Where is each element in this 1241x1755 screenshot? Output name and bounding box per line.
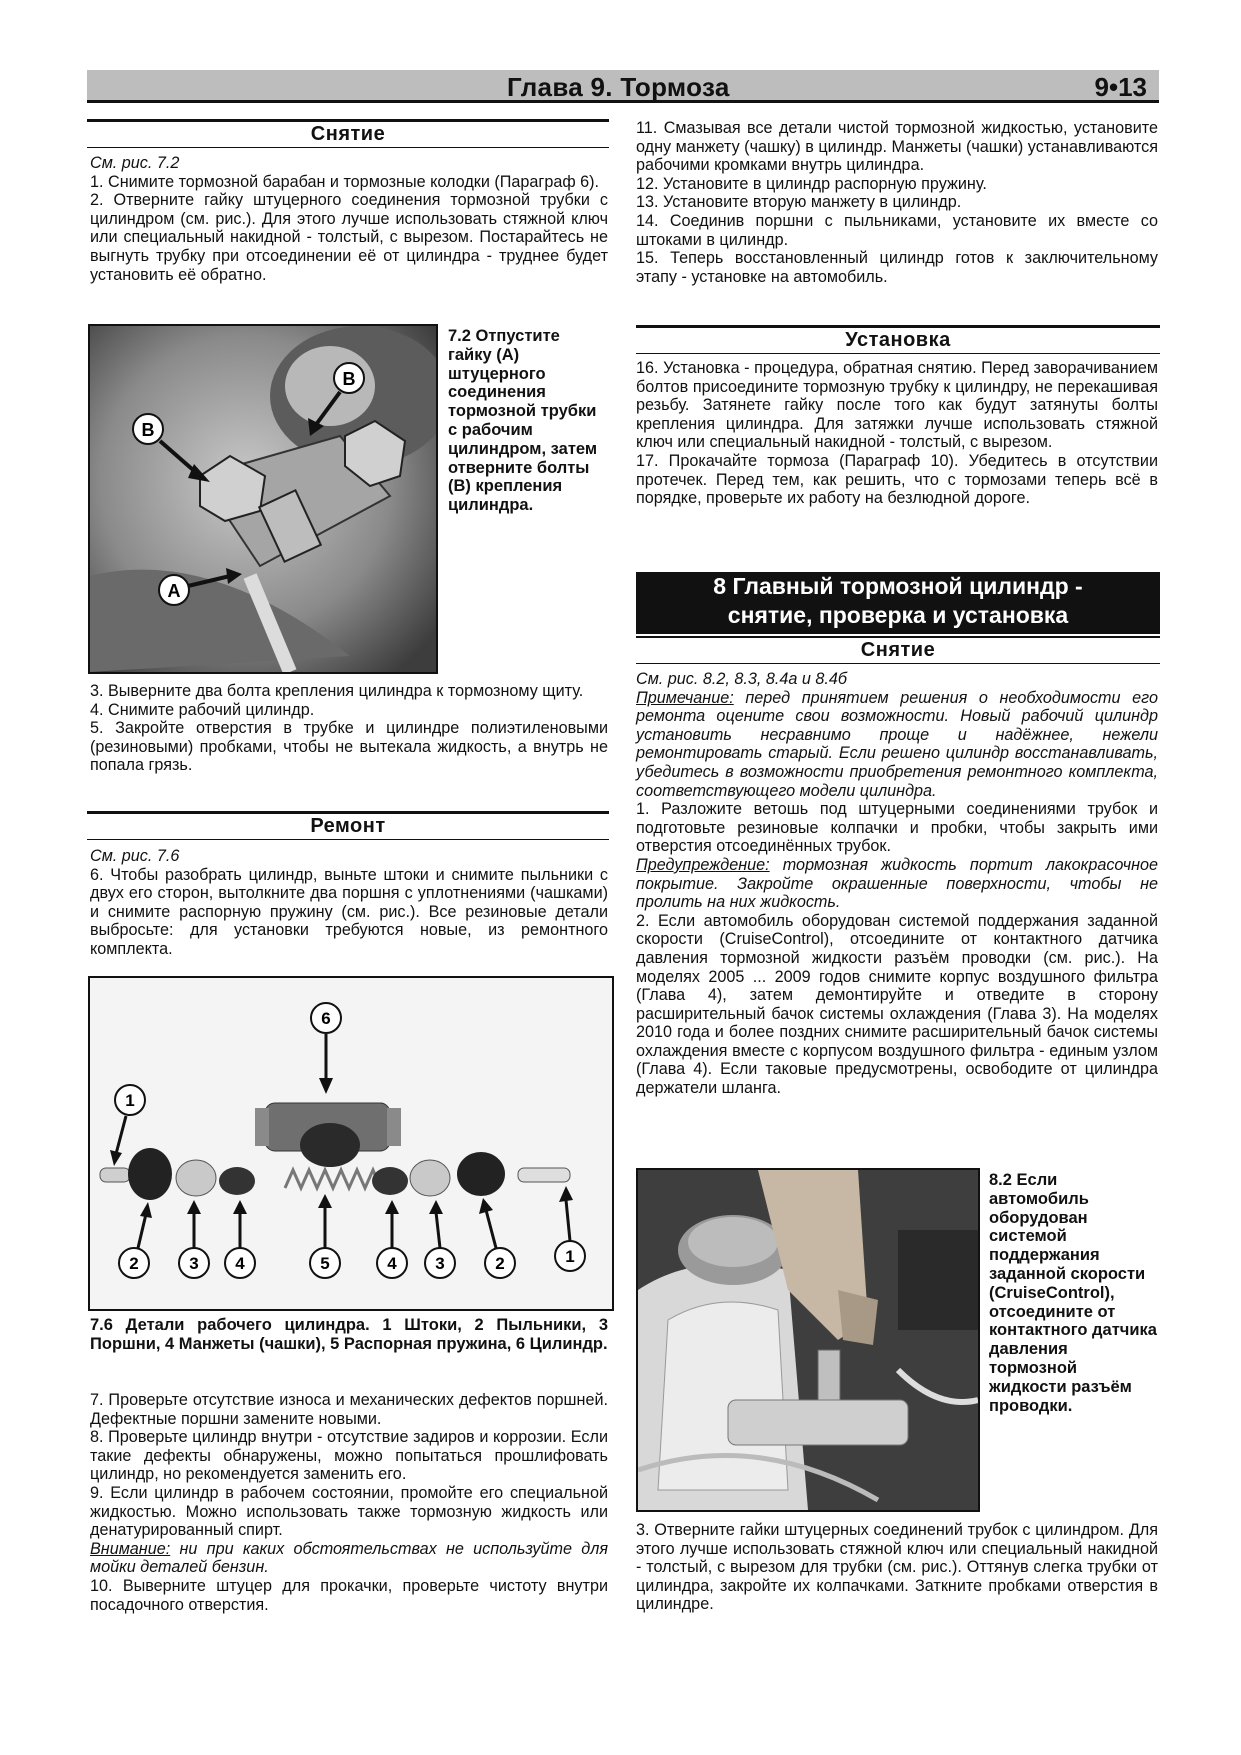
- master-cylinder-text: [636, 670, 1158, 1098]
- step-15: 15. Теперь восстановленный цилиндр готов к заключительному этапу - установке на автомобиль.: [636, 249, 1158, 286]
- step-10: 10. Выверните штуцер для прокачки, проверьте чистоту внутри посадочного отверстия.: [90, 1576, 608, 1614]
- figure-reference: См. рис. 8.2, 8.3, 8.4а и 8.4б: [636, 670, 847, 688]
- step-1: 1. Снимите тормозной барабан и тормозные колодки (Параграф 6).: [90, 172, 600, 191]
- page-header: [87, 70, 1159, 103]
- step-16: 16. Установка - процедура, обратная снятию. Перед заворачиванием болтов присоедините тормозную трубку к цилиндру, не перекашивая резьбу. Затянете гайку после того как будут затянуты болты крепления цилиндра. Для затяжки лучше использовать стяжной ключ или специальный накидной - толстый, с вырезом.: [636, 359, 1158, 452]
- step-2: 2. Отверните гайку штуцерного соединения тормозной трубки с цилиндром (см. рис.). Для этого лучше использовать стяжной ключ или специальный накидной - толстый, с вырезом. Постарайтесь не выгнуть трубку при отсоединении её от цилиндра - труднее будет установить её обратно.: [90, 191, 608, 284]
- step-1-mc: 1. Разложите ветошь под штуцерными соединениями трубок и подготовьте резиновые колпачки и пробки, чтобы закрыть ими отверстия отсоединённых трубок.: [636, 800, 1158, 856]
- step-6: 6. Чтобы разобрать цилиндр, выньте штоки и снимите пыльники с двух его сторон, вытолкните два поршня с уплотнениями (чашками) и снимите распорную пружину (см. рис.). Все резиновые детали выбросьте: для установки требуются новые, из ремонтного комплекта.: [90, 865, 608, 958]
- svg-text:1: 1: [565, 1247, 575, 1266]
- step-3-mc: 3. Отверните гайки штуцерных соединений трубок с цилиндром. Для этого лучше использовать стяжной ключ или специальный накидной - толстый, с вырезом для трубки (см. рис.). Оттянув слегка трубки от цилиндра, закройте их колпачками. Заткните пробками отверстия в цилиндре.: [636, 1521, 1158, 1614]
- svg-text:5: 5: [320, 1254, 330, 1273]
- chapter-title: Глава 9. Тормоза: [507, 72, 730, 102]
- svg-text:6: 6: [321, 1009, 331, 1028]
- chapter-8-heading: [636, 572, 1160, 634]
- step-5: 5. Закройте отверстия в трубке и цилиндре полиэтиленовыми (резиновыми) пробками, чтобы не вытекала жидкость, а внутрь не попала грязь.: [90, 719, 608, 775]
- step-11: 11. Смазывая все детали чистой тормозной жидкостью, установите одну манжету (чашку) в цилиндр. Манжеты (чашки) устанавливаются рабочими кромками внутрь цилиндра.: [636, 119, 1158, 175]
- step-2-mc: 2. Если автомобиль оборудован системой поддержания заданной скорости (CruiseControl), отсоедините от контактного датчика давления тормозной жидкости разъём проводки (см. рис.). На моделях 2005 ... 2009 годов снимите корпус воздушного фильтра (Глава 4), затем демонтируйте и отведите в сторону расширительный бачок системы охлаждения (Глава 3). На моделях 2010 года и более поздних снимите расширительный бачок системы охлаждения вместе с корпусом воздушного фильтра - единым узлом (Глава 4). Если таковые предусмотрены, освободите от цилиндра держатели шланга.: [636, 911, 1158, 1098]
- figure-7-2-caption: 7.2 Отпустите гайку (А) штуцерного соединения тормозной трубки с рабочим цилиндром, затем отверните болты (В) крепления цилиндра.: [448, 327, 598, 515]
- step-4: 4. Снимите рабочий цилиндр.: [90, 700, 315, 719]
- removal-text-2: [90, 682, 608, 775]
- figure-8-2-photo: [636, 1168, 980, 1512]
- step-13: 13. Установите вторую манжету в цилиндр.: [636, 193, 962, 212]
- svg-text:4: 4: [235, 1254, 245, 1273]
- step-14: 14. Соединив поршни с пыльниками, установите их вместе со штоками в цилиндр.: [636, 211, 1158, 249]
- section-header-install: Установка: [636, 325, 1160, 354]
- step-8: 8. Проверьте цилиндр внутри - отсутствие задиров и коррозии. Если такие дефекты обнаружены, можно попытаться прошлифовать цилиндр, но рекомендуется заменить его.: [90, 1428, 608, 1484]
- svg-text:2: 2: [129, 1254, 139, 1273]
- svg-text:B: B: [141, 420, 155, 440]
- step-12: 12. Установите в цилиндр распорную пружину.: [636, 174, 987, 193]
- svg-text:3: 3: [189, 1254, 199, 1273]
- section-header-repair: Ремонт: [87, 811, 609, 840]
- svg-text:4: 4: [387, 1254, 397, 1273]
- figure-7-6-caption: 7.6 Детали рабочего цилиндра. 1 Штоки, 2 Пыльники, 3 Поршни, 4 Манжеты (чашки), 5 Распорная пружина, 6 Цилиндр.: [90, 1316, 608, 1353]
- step-9: 9. Если цилиндр в рабочем состоянии, промойте его специальной жидкостью. Можно использовать также тормозную жидкость или денатурированный спирт.: [90, 1483, 608, 1540]
- svg-text:2: 2: [495, 1254, 505, 1273]
- figure-reference: См. рис. 7.6: [90, 847, 180, 865]
- chapter-8-title-line2: снятие, проверка и установка: [727, 602, 1069, 628]
- figure-7-6-photo: [88, 976, 614, 1311]
- svg-text:A: A: [167, 581, 181, 601]
- removal-text: [90, 154, 608, 284]
- repair-text-2: [90, 1391, 608, 1614]
- step-3: 3. Выверните два болта крепления цилиндра к тормозному щиту.: [90, 682, 584, 700]
- figure-reference: См. рис. 7.2: [90, 154, 180, 172]
- figure-8-2-caption: 8.2 Если автомобиль оборудован системой поддержания заданной скорости (CruiseControl), отсоедините от контактного датчика давления тормозной жидкости разъём проводки.: [989, 1171, 1157, 1415]
- step-17: 17. Прокачайте тормоза (Параграф 10). Убедитесь в отсутствии протечек. Перед тем, как решить, что с тормозами теперь всё в порядке, проверьте их работу на безлюдной дороге.: [636, 451, 1158, 508]
- warning-note: Внимание: ни при каких обстоятельствах не используйте для мойки деталей бензин.: [90, 1539, 608, 1577]
- chapter-8-title-line1: 8 Главный тормозной цилиндр -: [713, 573, 1083, 599]
- svg-text:1: 1: [125, 1091, 135, 1110]
- section-header-removal: Снятие: [87, 119, 609, 148]
- note: Примечание: перед принятием решения о необходимости его ремонта оцените свои возможности. Новый рабочий цилиндр установить несравнимо проще и надёжнее, нежели ремонтировать старый. Если решено цилиндр восстанавливать, убедитесь в возможности приобретения ремонтного комплекта, соответствующего модели цилиндра.: [636, 688, 1158, 800]
- page-number: 9•13: [1094, 72, 1147, 102]
- step-7: 7. Проверьте отсутствие износа и механических дефектов поршней. Дефектные поршни замените новыми.: [90, 1391, 608, 1428]
- svg-text:B: B: [342, 369, 356, 389]
- caution-note: Предупреждение: тормозная жидкость портит лакокрасочное покрытие. Закройте окрашенные поверхности, чтобы не пролить на них жидкость.: [636, 855, 1158, 912]
- repair-text: [90, 847, 608, 959]
- install-text: [636, 359, 1158, 508]
- svg-text:3: 3: [435, 1254, 445, 1273]
- section-header-removal-2: Снятие: [636, 636, 1160, 664]
- figure-7-2-photo: [88, 324, 438, 674]
- assembly-text: [636, 119, 1158, 286]
